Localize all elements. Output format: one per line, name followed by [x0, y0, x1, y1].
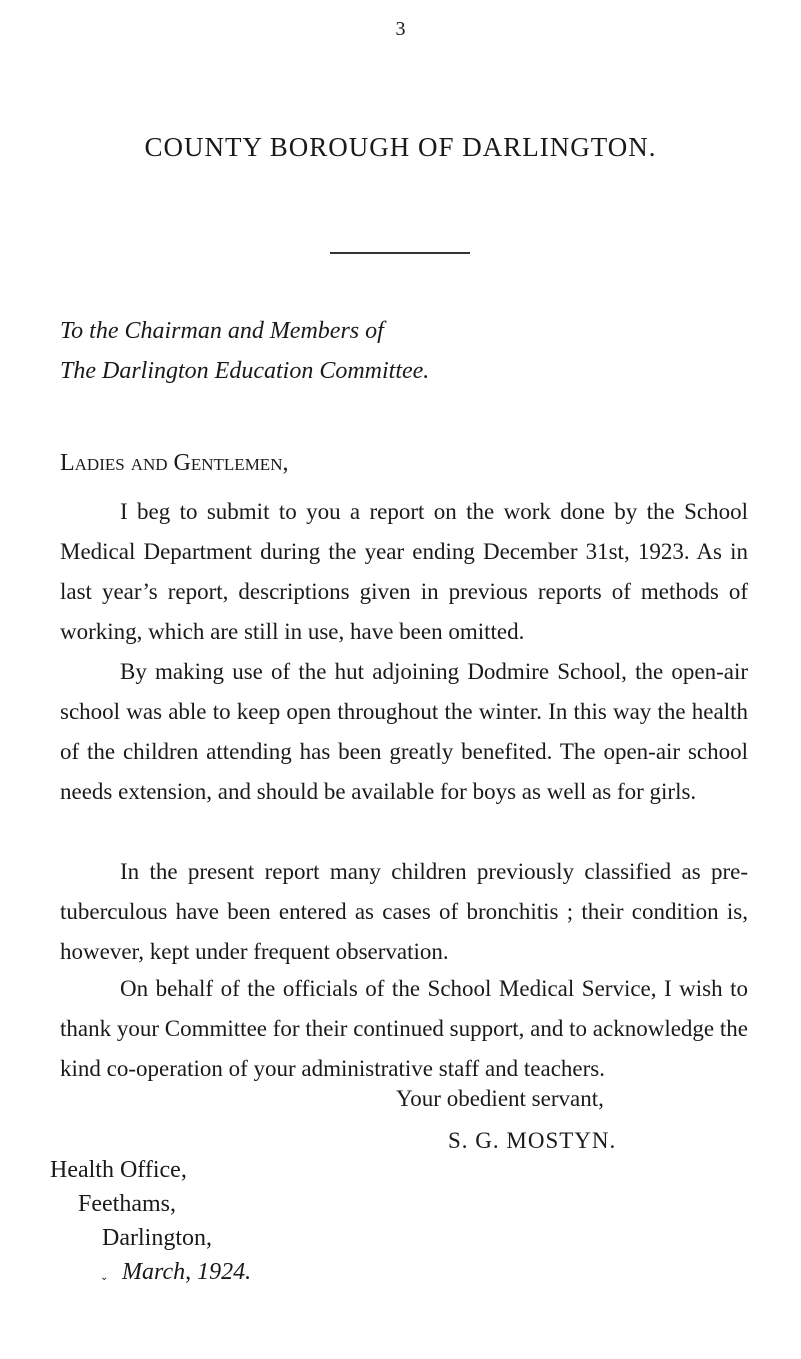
salutation: Ladies and Gentlemen, — [60, 450, 289, 476]
office-line-3: Darlington, — [102, 1225, 212, 1251]
signature: S. G. MOSTYN. — [448, 1128, 617, 1153]
office-line-4: March, 1924. — [122, 1259, 252, 1285]
paragraph-2: By making use of the hut adjoining Dodmire School, the open-air school was able to keep open throughout the winter. In this way the health of the children attending has been greatly benefited. The open-air school needs extension, and should be available for boys as well as for girls. — [60, 659, 748, 804]
document-heading: COUNTY BOROUGH OF DARLINGTON. — [144, 132, 657, 162]
paragraph-1: I beg to submit to you a report on the work done by the School Medical Department during the year ending December 31st, 1923. As in last year’s report, descriptions given in previous reports of methods of working, which are still in use, have been omitted. — [60, 499, 748, 644]
office-line-1: Health Office, — [50, 1157, 187, 1183]
tick-mark: ⌄ — [100, 1272, 109, 1283]
page-number: 3 — [395, 18, 406, 40]
closing: Your obedient servant, — [396, 1086, 604, 1111]
paragraph-3: In the present report many children previously classified as pre-tuberculous have been entered as cases of bronchitis ; their condition is, however, kept under frequent observation. — [60, 859, 748, 964]
heading-divider — [330, 252, 470, 254]
office-line-2: Feethams, — [78, 1191, 176, 1217]
address-line-1: To the Chairman and Members of — [60, 318, 384, 344]
paragraph-4: On behalf of the officials of the School Medical Service, I wish to thank your Committee for their continued support, and to acknowledge the kind co-operation of your administrative staff and teachers. — [60, 976, 748, 1081]
address-line-2: The Darlington Education Committee. — [60, 358, 430, 384]
